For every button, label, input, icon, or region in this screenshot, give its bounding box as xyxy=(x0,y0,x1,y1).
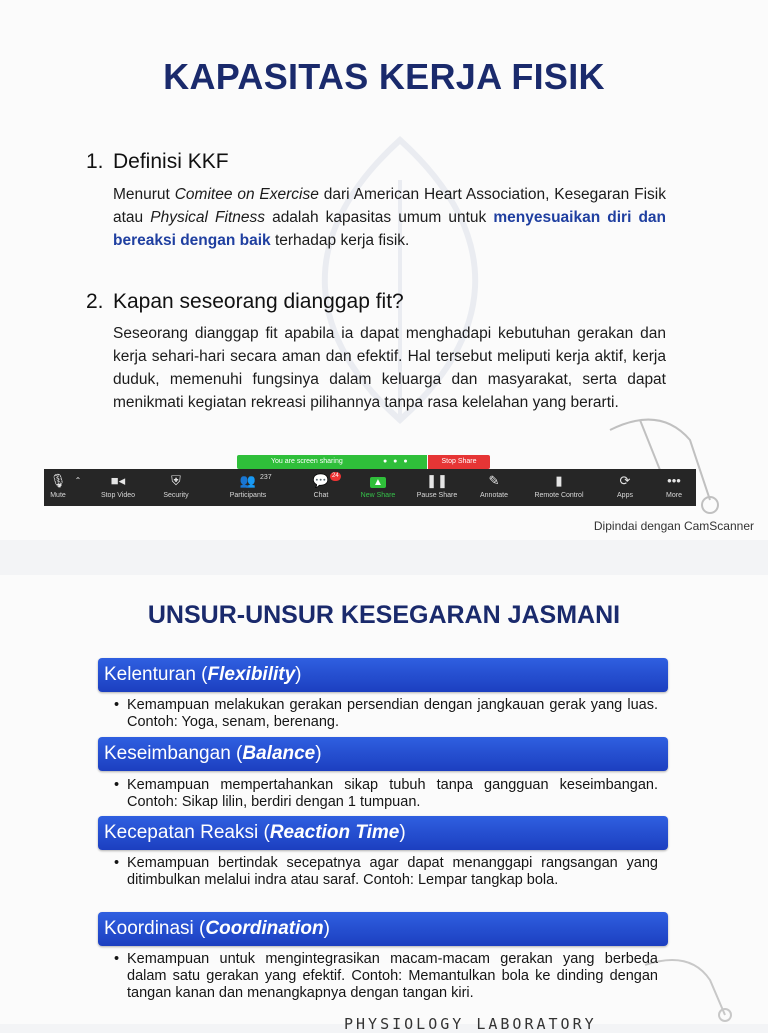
definition-paragraph xyxy=(113,183,666,252)
new-share-button[interactable] xyxy=(354,469,402,506)
apps-label: Apps xyxy=(617,492,633,499)
section-heading-text: Definisi KKF xyxy=(113,150,229,173)
chat-button[interactable] xyxy=(306,469,339,506)
chat-label: Chat xyxy=(313,492,329,499)
pause-share-button[interactable] xyxy=(412,469,462,506)
component-bullet xyxy=(114,855,658,889)
screen-sharing-text: You are screen sharing xyxy=(271,458,343,465)
definition-text: Menurut xyxy=(113,186,175,203)
chat-badge: 24 xyxy=(332,473,339,479)
component-label-emphasis: Reaction Time xyxy=(269,822,400,843)
annotate-label: Annotate xyxy=(479,492,509,499)
stethoscope-watermark-icon xyxy=(640,955,740,1024)
video-camera-icon: ■◂ xyxy=(110,473,126,488)
new-share-label: New Share xyxy=(360,492,396,499)
component-label: Koordinasi ( xyxy=(104,918,206,939)
screen-sharing-indicator xyxy=(237,455,427,469)
pencil-icon: ✎ xyxy=(488,473,500,488)
fit-paragraph: Seseorang dianggap fit apabila ia dapat menghadapi kebutuhan gerakan dan kerja sehari-hari secara aman dan efektif. Hal tersebut meliputi kerja aktif, kerja duduk, memenuhi fungsinya dalam keluarga dan masyarakat, serta dapat menikmati kegiatan rekreasi pilihannya tanpa rasa kelelahan yang berarti. xyxy=(113,325,666,411)
section-heading-definisi xyxy=(86,150,229,174)
component-bullet xyxy=(114,777,658,811)
component-label: Keseimbangan ( xyxy=(104,743,243,764)
component-label-emphasis: Flexibility xyxy=(207,664,296,685)
section-number: 1. xyxy=(86,150,104,173)
footer-laboratory: PHYSIOLOGY LABORATORY xyxy=(344,1015,597,1033)
mute-options-chevron-icon[interactable]: ⌃ xyxy=(74,476,82,485)
mouse-icon: ▮ xyxy=(555,473,563,488)
more-dots-icon: ••• xyxy=(667,473,681,488)
slide-title: UNSUR-UNSUR KESEGARAN JASMANI xyxy=(147,601,621,629)
apps-icon: ⟳ xyxy=(619,473,631,488)
slide-title: KAPASITAS KERJA FISIK xyxy=(163,56,605,97)
component-header-reaction-time xyxy=(98,816,668,850)
zoom-toolbar xyxy=(44,469,696,506)
pause-share-label: Pause Share xyxy=(416,492,458,499)
security-button[interactable] xyxy=(156,469,196,506)
component-header-coordination xyxy=(98,912,668,946)
participants-count: 237 xyxy=(260,474,272,481)
definition-text: terhadap kerja fisik. xyxy=(270,232,410,249)
bullet-text: Kemampuan bertindak secepatnya agar dapat menanggapi rangsangan yang ditimbulkan melalui indra atau saraf. Contoh: Lempar tangkap bola. xyxy=(127,855,658,888)
component-label: ) xyxy=(295,664,302,685)
chat-bubble-icon: 💬 xyxy=(312,473,330,488)
bullet-text: Kemampuan mempertahankan sikap tubuh tanpa gangguan keseimbangan. Contoh: Sikap lilin, berdiri dengan 1 tumpuan. xyxy=(127,777,658,810)
mute-button[interactable] xyxy=(44,469,72,506)
component-label-emphasis: Balance xyxy=(242,743,316,764)
camscanner-caption: Dipindai dengan CamScanner xyxy=(593,519,754,533)
shield-icon: ⛨ xyxy=(171,473,181,488)
remote-control-button[interactable] xyxy=(526,469,592,506)
bullet-text: Kemampuan untuk mengintegrasikan macam-macam gerakan yang berbeda dalam satu gerakan yang efektif. Contoh: Memantulkan bola ke dinding dengan tangan kanan dan menangkapnya dengan tangan kiri. xyxy=(127,951,658,1001)
participants-label: Participants xyxy=(229,492,267,499)
definition-text: dari American Heart Association, Kesegaran Fisik atau xyxy=(113,186,666,226)
section-heading-text: Kapan seseorang dianggap fit? xyxy=(113,290,404,313)
bullet-text: Kemampuan melakukan gerakan persendian dengan jangkauan gerak yang luas. Contoh: Yoga, senam, berenang. xyxy=(127,697,658,730)
share-status-icons: ● ● ● xyxy=(383,458,410,465)
bullet-dot-icon: • xyxy=(114,777,120,793)
component-bullet xyxy=(114,951,658,1002)
component-bullet xyxy=(114,697,658,731)
component-header-balance xyxy=(98,737,668,771)
bullet-dot-icon: • xyxy=(114,951,120,967)
component-label: ) xyxy=(323,918,330,939)
security-label: Security xyxy=(163,492,189,499)
component-label: ) xyxy=(315,743,322,764)
annotate-button[interactable] xyxy=(472,469,516,506)
stop-video-label: Stop Video xyxy=(100,492,136,499)
section-heading-fit xyxy=(86,290,404,314)
definition-text: adalah kapasitas umum untuk xyxy=(265,209,494,226)
more-button[interactable] xyxy=(658,469,690,506)
participants-icon: 👥 xyxy=(239,473,257,488)
component-label: Kelenturan ( xyxy=(104,664,208,685)
component-label: Kecepatan Reaksi ( xyxy=(104,822,270,843)
section-number: 2. xyxy=(86,290,104,313)
definition-highlight: menyesuaikan diri dan bereaksi dengan baik xyxy=(113,209,667,249)
stop-share-button[interactable]: Stop Share xyxy=(428,455,490,469)
bullet-dot-icon: • xyxy=(114,855,120,871)
component-label: ) xyxy=(399,822,406,843)
component-label-emphasis: Coordination xyxy=(205,918,324,939)
more-label: More xyxy=(666,492,682,499)
pause-icon: ❚❚ xyxy=(426,473,448,488)
remote-control-label: Remote Control xyxy=(534,492,584,499)
component-header-flexibility xyxy=(98,658,668,692)
participants-button[interactable] xyxy=(222,469,274,506)
definition-emphasis: Physical Fitness xyxy=(150,209,265,226)
share-arrow-icon: ▲ xyxy=(354,469,402,491)
microphone-icon: 🎙 xyxy=(49,473,67,488)
bullet-dot-icon: • xyxy=(114,697,120,713)
mute-label: Mute xyxy=(50,492,66,499)
apps-button[interactable] xyxy=(610,469,640,506)
stop-video-button[interactable] xyxy=(94,469,142,506)
definition-emphasis: Comitee on Exercise xyxy=(174,186,319,203)
slide-unsur-kesegaran xyxy=(0,575,768,1033)
